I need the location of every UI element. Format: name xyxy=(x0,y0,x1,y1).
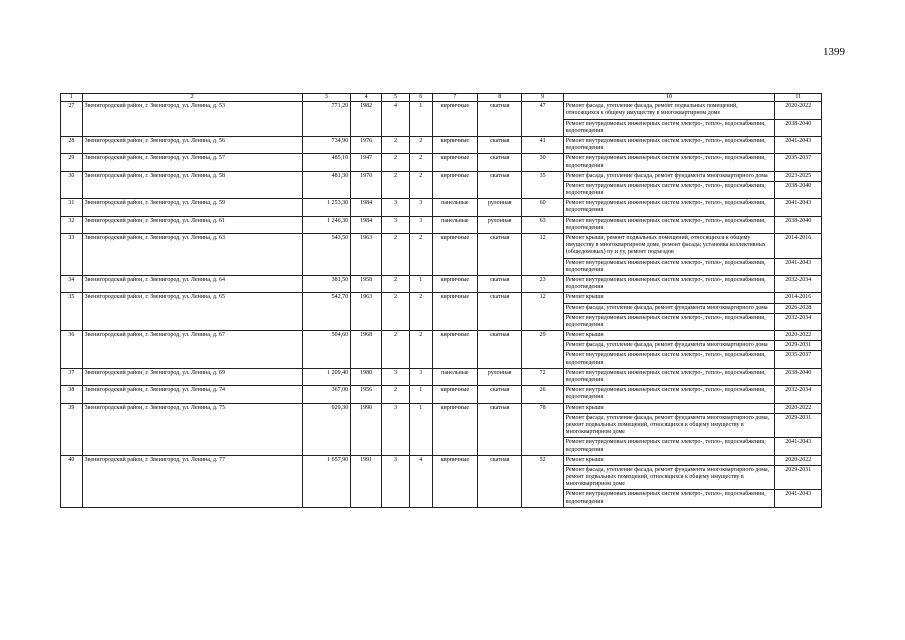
row-number: 30 xyxy=(61,171,83,199)
wall-material-cell: кирпичные xyxy=(432,171,477,199)
address-cell: Звенигородский район, г. Звенигород, ул. Ленина, д. 69 xyxy=(82,368,302,385)
row-number: 27 xyxy=(61,102,83,137)
area-cell: 1 246,30 xyxy=(302,216,351,233)
work-type-cell: Ремонт внутридомовых инженерных систем электро-, тепло-, водоснабжения, водоотведения xyxy=(563,136,775,153)
period-cell: 2032-2034 xyxy=(775,386,822,403)
table-row xyxy=(61,136,822,153)
floors-cell: 3 xyxy=(382,455,410,507)
roof-type-cell: скатная xyxy=(478,403,522,455)
apartments-cell: 12 xyxy=(522,293,563,331)
apartments-cell: 26 xyxy=(522,386,563,403)
work-type-cell: Ремонт фасада, утепление фасада, ремонт фундамента многоквартирного дома xyxy=(563,171,775,181)
row-number: 32 xyxy=(61,216,83,233)
wall-material-cell: кирпичные xyxy=(432,275,477,292)
address-cell: Звенигородский район, г. Звенигород, ул. Ленина, д. 77 xyxy=(82,455,302,507)
entrances-cell: 2 xyxy=(409,136,432,153)
row-number: 37 xyxy=(61,368,83,385)
roof-type-cell: скатная xyxy=(478,386,522,403)
apartments-cell: 60 xyxy=(522,199,563,216)
period-cell: 2032-2034 xyxy=(775,313,822,330)
table-row xyxy=(61,331,822,341)
apartments-cell: 47 xyxy=(522,102,563,137)
wall-material-cell: панельные xyxy=(432,199,477,216)
wall-material-cell: кирпичные xyxy=(432,154,477,171)
column-header: 4 xyxy=(351,94,382,102)
year-built-cell: 1956 xyxy=(351,386,382,403)
roof-type-cell: рулонная xyxy=(478,199,522,216)
year-built-cell: 1947 xyxy=(351,154,382,171)
entrances-cell: 1 xyxy=(409,386,432,403)
roof-type-cell: скатная xyxy=(478,171,522,199)
year-built-cell: 1984 xyxy=(351,216,382,233)
table-body xyxy=(61,102,822,508)
roof-type-cell: скатная xyxy=(478,293,522,331)
entrances-cell: 3 xyxy=(409,368,432,385)
wall-material-cell: кирпичные xyxy=(432,455,477,507)
address-cell: Звенигородский район, г. Звенигород, ул. Ленина, д. 65 xyxy=(82,293,302,331)
work-type-cell: Ремонт внутридомовых инженерных систем электро-, тепло-, водоснабжения, водоотведения xyxy=(563,368,775,385)
roof-type-cell: скатная xyxy=(478,102,522,137)
area-cell: 481,30 xyxy=(302,171,351,199)
repair-program-table xyxy=(60,93,822,508)
period-cell: 2020-2022 xyxy=(775,331,822,341)
column-header: 9 xyxy=(522,94,563,102)
work-type-cell: Ремонт внутридомовых инженерных систем электро-, тепло-, водоснабжения, водоотведения xyxy=(563,386,775,403)
area-cell: 734,90 xyxy=(302,136,351,153)
table-row xyxy=(61,368,822,385)
column-number-row xyxy=(61,94,822,102)
year-built-cell: 1970 xyxy=(351,171,382,199)
work-type-cell: Ремонт крыши, ремонт подвальных помещений, относящихся к общему имуществу в многоквартирном доме, ремонт фасада; установка коллективных (общедомовых) пу и уу, ремонт подъездов xyxy=(563,234,775,259)
entrances-cell: 4 xyxy=(409,455,432,507)
row-number: 33 xyxy=(61,234,83,276)
column-header: 3 xyxy=(302,94,351,102)
wall-material-cell: кирпичные xyxy=(432,136,477,153)
area-cell: 543,50 xyxy=(302,234,351,276)
floors-cell: 2 xyxy=(382,171,410,199)
period-cell: 2020-2022 xyxy=(775,102,822,119)
floors-cell: 2 xyxy=(382,331,410,369)
floors-cell: 2 xyxy=(382,386,410,403)
year-built-cell: 1991 xyxy=(351,455,382,507)
wall-material-cell: кирпичные xyxy=(432,102,477,137)
work-type-cell: Ремонт внутридомовых инженерных систем электро-, тепло-, водоснабжения, водоотведения xyxy=(563,438,775,455)
work-type-cell: Ремонт крыши xyxy=(563,293,775,303)
year-built-cell: 1984 xyxy=(351,199,382,216)
floors-cell: 4 xyxy=(382,102,410,137)
address-cell: Звенигородский район, г. Звенигород, ул. Ленина, д. 74 xyxy=(82,386,302,403)
wall-material-cell: кирпичные xyxy=(432,234,477,276)
period-cell: 2041-2043 xyxy=(775,199,822,216)
roof-type-cell: рулонная xyxy=(478,216,522,233)
work-type-cell: Ремонт внутридомовых инженерных систем электро-, тепло-, водоснабжения, водоотведения xyxy=(563,313,775,330)
period-cell: 2035-2037 xyxy=(775,351,822,368)
roof-type-cell: рулонная xyxy=(478,368,522,385)
work-type-cell: Ремонт внутридомовых инженерных систем электро-, тепло-, водоснабжения, водоотведения xyxy=(563,216,775,233)
address-cell: Звенигородский район, г. Звенигород, ул. Ленина, д. 59 xyxy=(82,199,302,216)
year-built-cell: 1976 xyxy=(351,136,382,153)
entrances-cell: 2 xyxy=(409,154,432,171)
year-built-cell: 1990 xyxy=(351,403,382,455)
wall-material-cell: панельные xyxy=(432,216,477,233)
column-header: 7 xyxy=(432,94,477,102)
area-cell: 485,10 xyxy=(302,154,351,171)
table-row xyxy=(61,275,822,292)
row-number: 36 xyxy=(61,331,83,369)
roof-type-cell: скатная xyxy=(478,331,522,369)
work-type-cell: Ремонт внутридомовых инженерных систем электро-, тепло-, водоснабжения, водоотведения xyxy=(563,490,775,507)
row-number: 39 xyxy=(61,403,83,455)
apartments-cell: 72 xyxy=(522,368,563,385)
entrances-cell: 2 xyxy=(409,293,432,331)
row-number: 29 xyxy=(61,154,83,171)
area-cell: 504,60 xyxy=(302,331,351,369)
work-type-cell: Ремонт фасада, утепление фасада, ремонт фундамента многоквартирного дома, ремонт подвальных помещений, относящихся к общему имуществу в многоквартирном доме xyxy=(563,413,775,438)
year-built-cell: 1963 xyxy=(351,293,382,331)
entrances-cell: 1 xyxy=(409,403,432,455)
area-cell: 1 253,30 xyxy=(302,199,351,216)
area-cell: 381,50 xyxy=(302,275,351,292)
area-cell: 1 209,40 xyxy=(302,368,351,385)
apartments-cell: 12 xyxy=(522,234,563,276)
wall-material-cell: кирпичные xyxy=(432,386,477,403)
page-number: 1399 xyxy=(823,46,845,58)
table-row xyxy=(61,102,822,119)
area-cell: 542,70 xyxy=(302,293,351,331)
column-header: 10 xyxy=(563,94,775,102)
entrances-cell: 1 xyxy=(409,275,432,292)
floors-cell: 3 xyxy=(382,216,410,233)
work-type-cell: Ремонт фасада, утепление фасада, ремонт подвальных помещений, относящихся к общему имуществу в многоквартирном доме xyxy=(563,102,775,119)
wall-material-cell: кирпичные xyxy=(432,403,477,455)
address-cell: Звенигородский район, г. Звенигород, ул. Ленина, д. 58 xyxy=(82,171,302,199)
floors-cell: 3 xyxy=(382,368,410,385)
work-type-cell: Ремонт крыши xyxy=(563,403,775,413)
period-cell: 2029-2031 xyxy=(775,341,822,351)
year-built-cell: 1982 xyxy=(351,102,382,137)
area-cell: 929,30 xyxy=(302,403,351,455)
apartments-cell: 52 xyxy=(522,455,563,507)
work-type-cell: Ремонт внутридомовых инженерных систем электро-, тепло-, водоснабжения, водоотведения xyxy=(563,119,775,136)
area-cell: 367,00 xyxy=(302,386,351,403)
work-type-cell: Ремонт фасада, утепление фасада, ремонт фундамента многоквартирного дома xyxy=(563,341,775,351)
work-type-cell: Ремонт внутридомовых инженерных систем электро-, тепло-, водоснабжения, водоотведения xyxy=(563,258,775,275)
entrances-cell: 2 xyxy=(409,331,432,369)
roof-type-cell: скатная xyxy=(478,154,522,171)
period-cell: 2029-2031 xyxy=(775,465,822,490)
entrances-cell: 1 xyxy=(409,102,432,137)
wall-material-cell: кирпичные xyxy=(432,331,477,369)
wall-material-cell: панельные xyxy=(432,368,477,385)
period-cell: 2032-2034 xyxy=(775,275,822,292)
year-built-cell: 1963 xyxy=(351,234,382,276)
apartments-cell: 41 xyxy=(522,136,563,153)
entrances-cell: 2 xyxy=(409,234,432,276)
period-cell: 2035-2037 xyxy=(775,154,822,171)
apartments-cell: 29 xyxy=(522,331,563,369)
work-type-cell: Ремонт крыши xyxy=(563,331,775,341)
column-header: 8 xyxy=(478,94,522,102)
wall-material-cell: кирпичные xyxy=(432,293,477,331)
column-header: 1 xyxy=(61,94,83,102)
roof-type-cell: скатная xyxy=(478,275,522,292)
address-cell: Звенигородский район, г. Звенигород, ул. Ленина, д. 67 xyxy=(82,331,302,369)
row-number: 35 xyxy=(61,293,83,331)
table-row xyxy=(61,403,822,413)
work-type-cell: Ремонт внутридомовых инженерных систем электро-, тепло-, водоснабжения, водоотведения xyxy=(563,275,775,292)
period-cell: 2014-2016 xyxy=(775,293,822,303)
floors-cell: 2 xyxy=(382,275,410,292)
table-row xyxy=(61,386,822,403)
period-cell: 2038-2040 xyxy=(775,181,822,198)
column-header: 11 xyxy=(775,94,822,102)
period-cell: 2029-2031 xyxy=(775,413,822,438)
work-type-cell: Ремонт фасада, утепление фасада, ремонт фундамента многоквартирного дома, ремонт подвальных помещений, относящихся к общему имуществу в многоквартирном доме xyxy=(563,465,775,490)
apartments-cell: 23 xyxy=(522,275,563,292)
period-cell: 2041-2043 xyxy=(775,136,822,153)
period-cell: 2023-2025 xyxy=(775,171,822,181)
address-cell: Звенигородский район, г. Звенигород, ул. Ленина, д. 63 xyxy=(82,234,302,276)
table-row xyxy=(61,293,822,303)
entrances-cell: 2 xyxy=(409,171,432,199)
table-row xyxy=(61,199,822,216)
work-type-cell: Ремонт внутридомовых инженерных систем электро-, тепло-, водоснабжения, водоотведения xyxy=(563,199,775,216)
work-type-cell: Ремонт фасада, утепление фасада, ремонт фундамента многоквартирного дома xyxy=(563,303,775,313)
table-row xyxy=(61,154,822,171)
period-cell: 2020-2022 xyxy=(775,403,822,413)
row-number: 28 xyxy=(61,136,83,153)
entrances-cell: 3 xyxy=(409,216,432,233)
table-row xyxy=(61,216,822,233)
work-type-cell: Ремонт внутридомовых инженерных систем электро-, тепло-, водоснабжения, водоотведения xyxy=(563,154,775,171)
period-cell: 2038-2040 xyxy=(775,368,822,385)
floors-cell: 2 xyxy=(382,136,410,153)
period-cell: 2038-2040 xyxy=(775,216,822,233)
address-cell: Звенигородский район, г. Звенигород, ул. Ленина, д. 75 xyxy=(82,403,302,455)
roof-type-cell: скатная xyxy=(478,136,522,153)
year-built-cell: 1980 xyxy=(351,368,382,385)
work-type-cell: Ремонт внутридомовых инженерных систем электро-, тепло-, водоснабжения, водоотведения xyxy=(563,181,775,198)
area-cell: 771,20 xyxy=(302,102,351,137)
table-row xyxy=(61,171,822,181)
table-row xyxy=(61,234,822,259)
address-cell: Звенигородский район, г. Звенигород, ул. Ленина, д. 57 xyxy=(82,154,302,171)
column-header: 5 xyxy=(382,94,410,102)
entrances-cell: 3 xyxy=(409,199,432,216)
floors-cell: 2 xyxy=(382,293,410,331)
work-type-cell: Ремонт крыши xyxy=(563,455,775,465)
floors-cell: 3 xyxy=(382,403,410,455)
row-number: 40 xyxy=(61,455,83,507)
apartments-cell: 35 xyxy=(522,171,563,199)
row-number: 31 xyxy=(61,199,83,216)
period-cell: 2038-2040 xyxy=(775,119,822,136)
period-cell: 2041-2043 xyxy=(775,258,822,275)
period-cell: 2020-2022 xyxy=(775,455,822,465)
row-number: 38 xyxy=(61,386,83,403)
area-cell: 1 657,90 xyxy=(302,455,351,507)
address-cell: Звенигородский район, г. Звенигород, ул. Ленина, д. 53 xyxy=(82,102,302,137)
floors-cell: 2 xyxy=(382,154,410,171)
period-cell: 2026-2028 xyxy=(775,303,822,313)
address-cell: Звенигородский район, г. Звенигород, ул. Ленина, д. 64 xyxy=(82,275,302,292)
row-number: 34 xyxy=(61,275,83,292)
column-header: 6 xyxy=(409,94,432,102)
apartments-cell: 63 xyxy=(522,216,563,233)
apartments-cell: 30 xyxy=(522,154,563,171)
work-type-cell: Ремонт внутридомовых инженерных систем электро-, тепло-, водоснабжения, водоотведения xyxy=(563,351,775,368)
floors-cell: 2 xyxy=(382,234,410,276)
apartments-cell: 78 xyxy=(522,403,563,455)
year-built-cell: 1958 xyxy=(351,275,382,292)
table-row xyxy=(61,455,822,465)
address-cell: Звенигородский район, г. Звенигород, ул. Ленина, д. 56 xyxy=(82,136,302,153)
period-cell: 2014-2016 xyxy=(775,234,822,259)
floors-cell: 3 xyxy=(382,199,410,216)
column-header: 2 xyxy=(82,94,302,102)
year-built-cell: 1968 xyxy=(351,331,382,369)
period-cell: 2041-2043 xyxy=(775,490,822,507)
roof-type-cell: скатная xyxy=(478,455,522,507)
address-cell: Звенигородский район, г. Звенигород, ул. Ленина, д. 61 xyxy=(82,216,302,233)
period-cell: 2041-2043 xyxy=(775,438,822,455)
roof-type-cell: скатная xyxy=(478,234,522,276)
